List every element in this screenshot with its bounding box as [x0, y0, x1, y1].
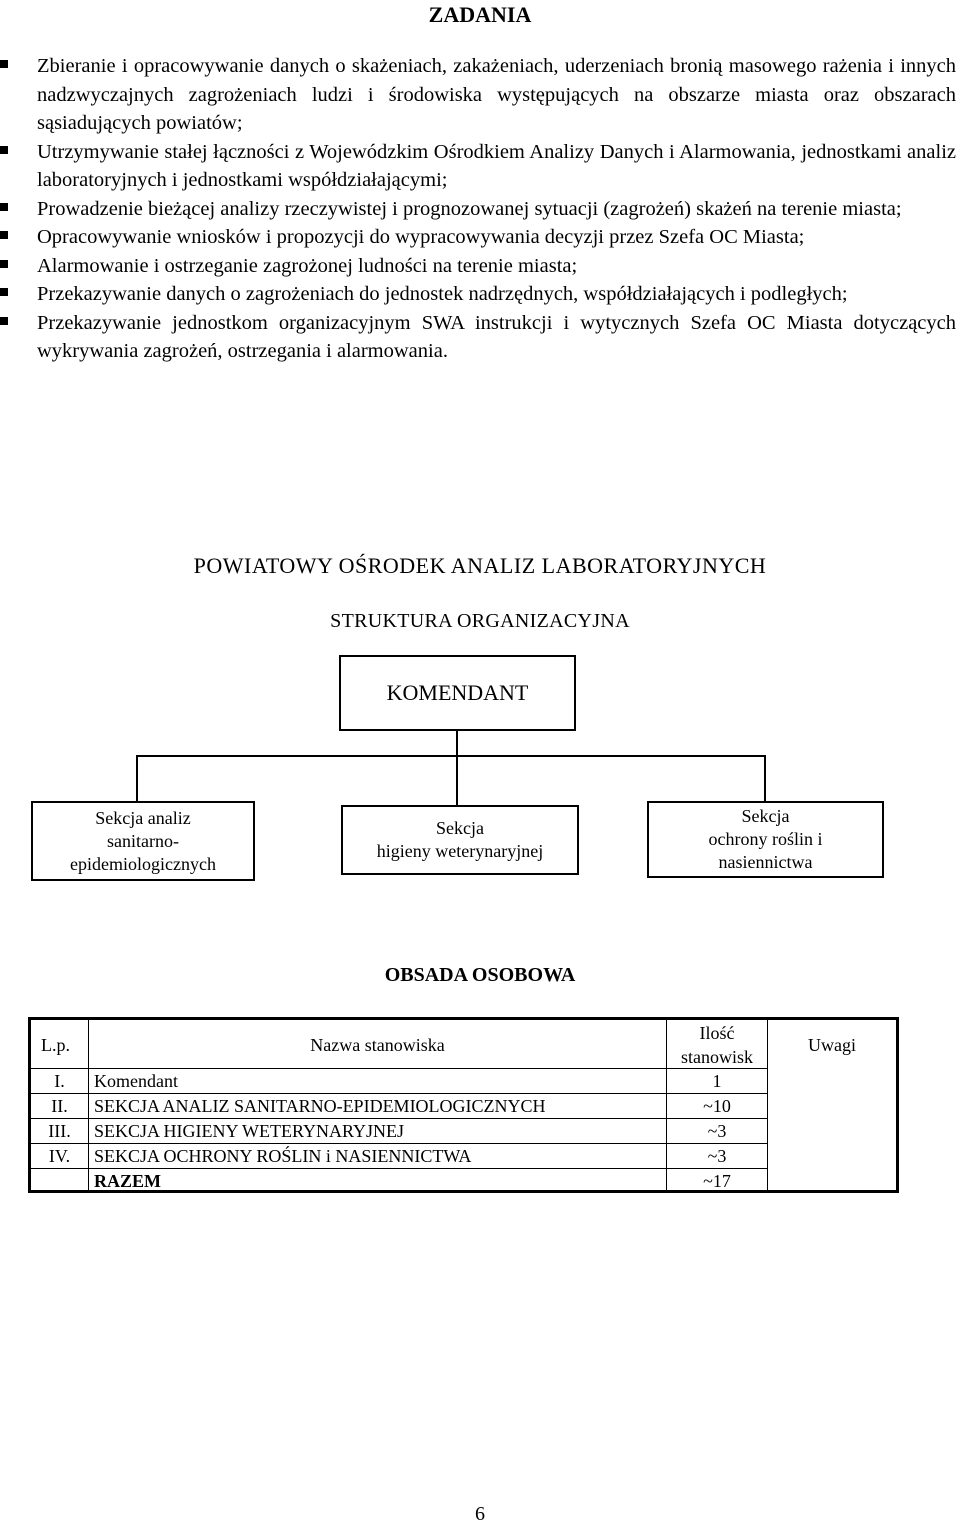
header-count: Ilość — [699, 1023, 735, 1043]
connector-line — [136, 755, 766, 757]
row-count: ~10 — [703, 1096, 731, 1116]
row-name: SEKCJA HIGIENY WETERYNARYJNEJ — [94, 1121, 405, 1141]
square-bullet-icon — [0, 288, 8, 296]
square-bullet-icon — [0, 60, 8, 68]
section-line: sanitarno- — [107, 830, 179, 851]
row-name: Komendant — [94, 1071, 178, 1091]
org-title: POWIATOWY OŚRODEK ANALIZ LABORATORYJNYCH — [193, 553, 767, 578]
section-box-veterinary — [341, 805, 579, 875]
section-line: nasiennictwa — [718, 852, 813, 872]
section-line: Sekcja analiz — [95, 807, 191, 828]
task-item — [0, 252, 956, 281]
square-bullet-icon — [0, 203, 8, 211]
staff-title: OBSADA OSOBOWA — [384, 964, 576, 986]
row-name: SEKCJA ANALIZ SANITARNO-EPIDEMIOLOGICZNYCH — [94, 1096, 546, 1116]
row-count: ~17 — [703, 1171, 731, 1191]
row-lp: IV. — [48, 1146, 71, 1166]
task-item — [0, 138, 956, 195]
task-text: Utrzymywanie stałej łączności z Wojewódzkim Ośrodkiem Analizy Danych i Alarmowania, jednostkami analiz laboratoryjnych i jednostkami współdziałającymi; — [37, 140, 956, 191]
section-box-sanitary — [31, 801, 255, 881]
row-lp: II. — [51, 1096, 68, 1116]
section-line: Sekcja — [436, 818, 484, 838]
commander-label: KOMENDANT — [386, 680, 529, 705]
row-count: ~3 — [707, 1146, 727, 1166]
row-total-label: RAZEM — [94, 1171, 161, 1191]
section-line: Sekcja — [741, 806, 790, 826]
staff-table — [28, 1017, 899, 1193]
row-name: SEKCJA OCHRONY ROŚLIN i NASIENNICTWA — [94, 1146, 472, 1166]
header-lp: L.p. — [41, 1035, 70, 1055]
row-count: 1 — [712, 1071, 722, 1091]
task-list — [0, 52, 960, 366]
row-lp: III. — [48, 1121, 71, 1141]
row-count: ~3 — [707, 1121, 727, 1141]
task-item — [0, 309, 956, 366]
connector-line — [764, 755, 766, 801]
header-count: stanowisk — [681, 1047, 753, 1067]
square-bullet-icon — [0, 146, 8, 154]
structure-title: STRUKTURA ORGANIZACYJNA — [330, 610, 630, 632]
task-item — [0, 223, 956, 252]
task-text: Przekazywanie danych o zagrożeniach do jednostek nadrzędnych, współdziałających i podległych; — [37, 283, 848, 305]
connector-line — [456, 755, 458, 805]
square-bullet-icon — [0, 317, 8, 325]
task-text: Prowadzenie bieżącej analizy rzeczywistej i prognozowanej sytuacji (zagrożeń) skażeń na terenie miasta; — [37, 197, 902, 220]
page-number: 6 — [475, 1503, 485, 1525]
task-text: Opracowywanie wniosków i propozycji do wypracowywania decyzji przez Szefa OC Miasta; — [37, 226, 805, 248]
row-lp: I. — [54, 1071, 65, 1091]
commander-box — [339, 655, 576, 731]
task-text: Przekazywanie jednostkom organizacyjnym SWA instrukcji i wytycznych Szefa OC Miasta dotyczących wykrywania zagrożeń, ostrzegania i alarmowania. — [37, 311, 956, 362]
task-item — [0, 52, 956, 138]
square-bullet-icon — [0, 260, 8, 268]
square-bullet-icon — [0, 231, 8, 239]
header-name: Nazwa stanowiska — [310, 1035, 445, 1055]
page-title: ZADANIA — [428, 2, 532, 27]
task-text: Alarmowanie i ostrzeganie zagrożonej ludności na terenie miasta; — [37, 254, 578, 277]
section-line: epidemiologicznych — [70, 853, 216, 874]
section-line: higieny weterynaryjnej — [376, 841, 544, 861]
section-box-plant-protection — [647, 801, 884, 878]
connector-line — [136, 755, 138, 801]
task-item — [0, 280, 956, 309]
header-notes: Uwagi — [808, 1035, 856, 1055]
task-item — [0, 195, 956, 224]
connector-line — [456, 731, 458, 756]
section-line: ochrony roślin i — [708, 829, 823, 849]
task-text: Zbieranie i opracowywanie danych o skażeniach, zakażeniach, uderzeniach bronią masowego rażenia i innych nadzwyczajnych zagrożeniach ludzi i środowiska występujących na obszarze miasta oraz obszarach sąsiadujących powiatów; — [37, 55, 956, 134]
